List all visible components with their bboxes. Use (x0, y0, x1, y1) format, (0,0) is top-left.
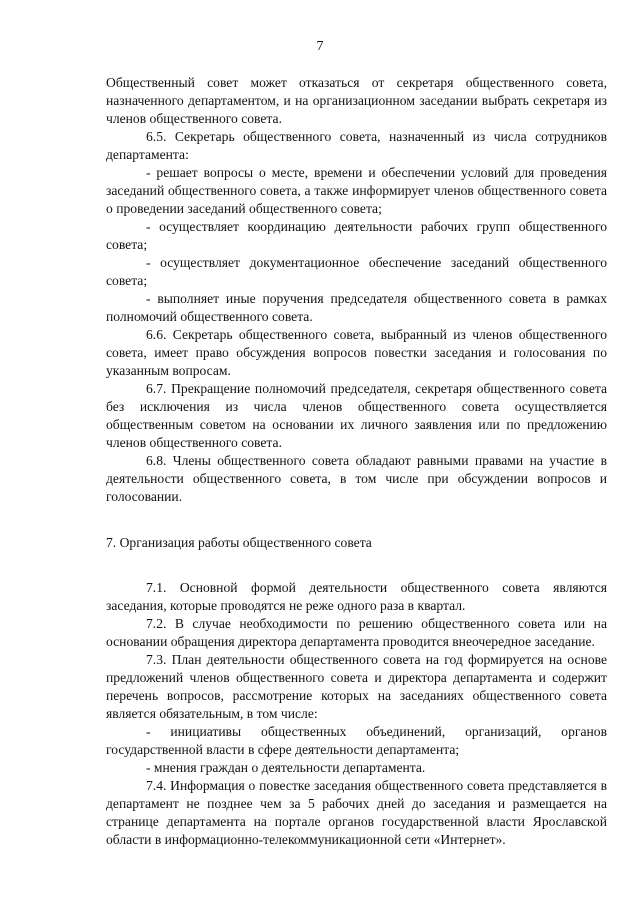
paragraph: - выполняет иные поручения председателя общественного совета в рамках полномочий общественного совета. (106, 291, 607, 324)
document-body (106, 74, 607, 849)
paragraph: 6.8. Члены общественного совета обладают равными правами на участие в деятельности общественного совета, в том числе при обсуждении вопросов и голосовании. (106, 453, 607, 504)
paragraph: 6.7. Прекращение полномочий председателя, секретаря общественного совета без исключения из числа членов общественного совета осуществляется общественным советом на основании их личного заявления или по предложению членов общественного совета. (106, 381, 607, 450)
paragraph: 6.5. Секретарь общественного совета, назначенный из числа сотрудников департамента: (106, 129, 607, 162)
paragraph: - осуществляет координацию деятельности рабочих групп общественного совета; (106, 219, 607, 252)
paragraph: 7.4. Информация о повестке заседания общественного совета представляется в департамент не позднее чем за 5 рабочих дней до заседания и размещается на странице департамента на портале органов государственной власти Ярославской области в информационно-телекоммуникационной сети «Интернет». (106, 778, 607, 847)
paragraph: - осуществляет документационное обеспечение заседаний общественного совета; (106, 255, 607, 288)
paragraph: 6.6. Секретарь общественного совета, выбранный из членов общественного совета, имеет право обсуждения вопросов повестки заседания и голосования по указанным вопросам. (106, 327, 607, 378)
section-heading: 7. Организация работы общественного совета (106, 535, 372, 550)
paragraph: 7.1. Основной формой деятельности общественного совета являются заседания, которые проводятся не реже одного раза в квартал. (106, 580, 607, 613)
paragraph: Общественный совет может отказаться от секретаря общественного совета, назначенного департаментом, и на организационном заседании выбрать секретаря из членов общественного совета. (106, 75, 607, 126)
paragraph: - решает вопросы о месте, времени и обеспечении условий для проведения заседаний общественного совета, а также информирует членов общественного совета о проведении заседаний общественного совета; (106, 165, 607, 216)
paragraph: 7.3. План деятельности общественного совета на год формируется на основе предложений членов общественного совета и директора департамента и содержит перечень вопросов, рассмотрение которых на заседаниях общественного совета является обязательным, в том числе: (106, 652, 607, 721)
paragraph: 7.2. В случае необходимости по решению общественного совета или на основании обращения директора департамента проводится внеочередное заседание. (106, 616, 607, 649)
paragraph: - инициативы общественных объединений, организаций, органов государственной власти в сфере деятельности департамента; (106, 724, 607, 757)
page-number: 7 (316, 39, 324, 54)
paragraph: - мнения граждан о деятельности департамента. (146, 760, 426, 775)
